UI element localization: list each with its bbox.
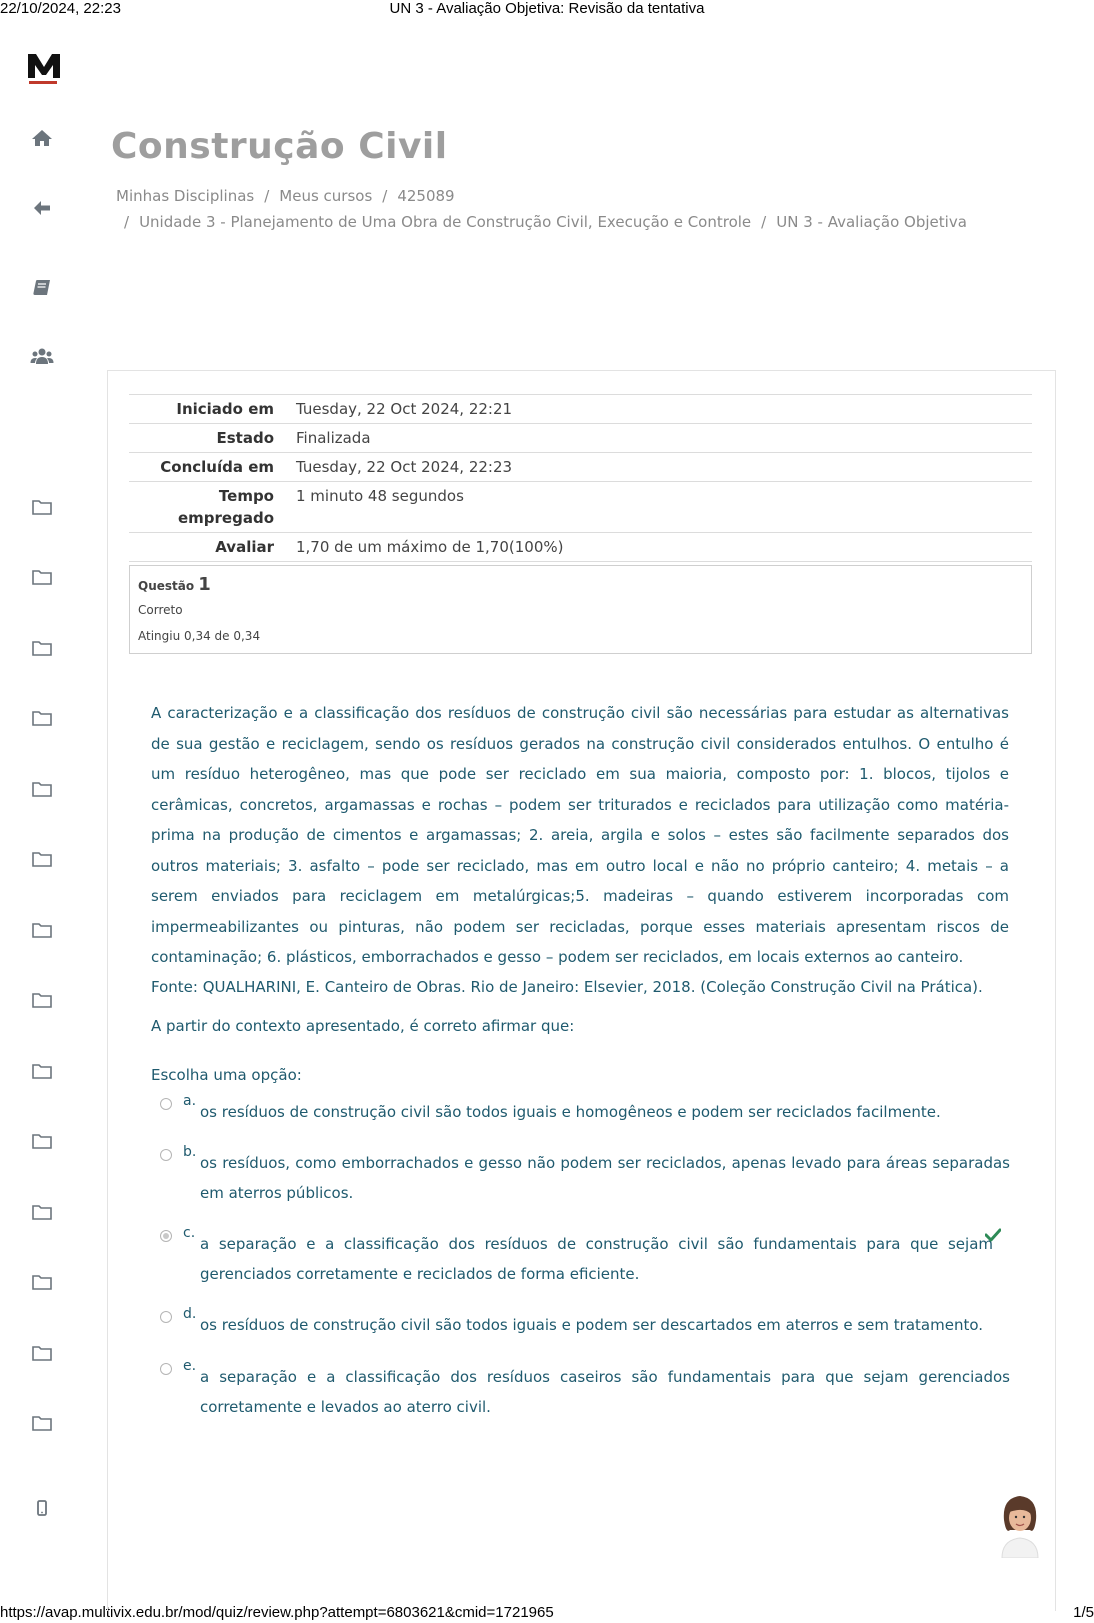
summary-row-completed: [129, 453, 1032, 482]
print-doc-title: UN 3 - Avaliação Objetiva: Revisão da tentativa: [389, 0, 705, 17]
question-prompt: A partir do contexto apresentado, é correto afirmar que:: [151, 1017, 575, 1035]
folder-icon[interactable]: [30, 1341, 54, 1365]
breadcrumb-separator: /: [264, 187, 270, 205]
folder-icon[interactable]: [30, 1129, 54, 1153]
question-label: Questão: [138, 579, 195, 593]
folder-icon[interactable]: [30, 636, 54, 660]
folder-icon[interactable]: [30, 1411, 54, 1435]
sidebar-nav: [0, 30, 85, 1604]
option-letter: c.: [183, 1225, 196, 1241]
radio-button[interactable]: [160, 1149, 172, 1161]
radio-button[interactable]: [160, 1098, 172, 1110]
book-icon[interactable]: [30, 276, 54, 300]
question-grade: Atingiu 0,34 de 0,34: [138, 629, 261, 643]
option-letter: a.: [183, 1093, 197, 1109]
summary-value: 1 minuto 48 segundos: [288, 482, 1032, 533]
question-source: Fonte: QUALHARINI, E. Canteiro de Obras. Rio de Janeiro: Elsevier, 2018. (Coleção Construção Civil na Prática).: [151, 978, 983, 996]
folder-icon[interactable]: [30, 565, 54, 589]
attempt-summary-table: [129, 394, 1032, 562]
assistant-avatar[interactable]: [996, 1490, 1044, 1558]
question-info-box: [129, 565, 1032, 654]
logo-m-icon: [26, 48, 62, 84]
summary-label: Concluída em: [129, 453, 288, 482]
choose-option-label: Escolha uma opção:: [151, 1066, 302, 1084]
option-text[interactable]: os resíduos de construção civil são todos iguais e podem ser descartados em aterros e sem tratamento.: [200, 1316, 984, 1334]
breadcrumb-separator: /: [382, 187, 388, 205]
breadcrumb-link-avaliacao[interactable]: UN 3 - Avaliação Objetiva: [776, 213, 967, 231]
radio-button[interactable]: [160, 1311, 172, 1323]
question-text: A caracterização e a classificação dos resíduos de construção civil são necessárias para estudar as alternativas de sua gestão e reciclagem, sendo os resíduos gerados na construção civil considerados entulhos. O entulho é um resíduo heterogêneo, mas que pode ser reciclado em sua maioria, composto por: 1. blocos, tijolos e cerâmicas, concretos, argamassas e rochas – podem ser triturados e reciclados para utilização como matéria-prima na produção de cimentos e argamassas; 2. areia, argila e solos – estes são facilmente separados dos outros materiais; 3. asfalto – pode ser reciclado, mas em outro local e não no próprio canteiro; 4. metais – a serem enviados para reciclagem em metalúrgicas;5. madeiras – quando estiverem incorporadas com impermeabilizantes ou pinturas, não podem ser recicladas, porque esses materiais apresentam riscos de contaminação; 6. plásticos, emborrachados e gesso – podem ser reciclados, em locais externos ao canteiro.: [151, 704, 1009, 966]
question-number: [138, 574, 211, 595]
print-header: [0, 0, 1094, 18]
summary-row-grade: [129, 533, 1032, 562]
breadcrumb-link-meus-cursos[interactable]: Meus cursos: [279, 187, 373, 205]
question-state: Correto: [138, 603, 183, 617]
home-icon[interactable]: [30, 126, 54, 150]
radio-button-selected[interactable]: [160, 1230, 172, 1242]
option-letter: e.: [183, 1358, 197, 1374]
option-text[interactable]: a separação e a classificação dos resíduos de construção civil são fundamentais para que sejam gerenciados corretamente e reciclados de forma eficiente.: [200, 1235, 993, 1283]
option-text[interactable]: a separação e a classificação dos resíduos caseiros são fundamentais para que sejam gerenciados corretamente e levados ao aterro civil.: [200, 1368, 1010, 1416]
page-title: Construção Civil: [111, 126, 448, 167]
logo-accent-bar: [29, 81, 57, 84]
folder-icon[interactable]: [30, 1200, 54, 1224]
option-letter: b.: [183, 1144, 197, 1160]
option-text[interactable]: os resíduos, como emborrachados e gesso não podem ser reciclados, apenas levado para áreas separadas em aterros públicos.: [200, 1154, 1010, 1202]
back-arrow-icon[interactable]: [30, 196, 54, 220]
folder-icon[interactable]: [30, 847, 54, 871]
option-letter: d.: [183, 1306, 197, 1322]
breadcrumb-separator: /: [124, 213, 130, 231]
summary-value: Tuesday, 22 Oct 2024, 22:21: [288, 395, 1032, 424]
mobile-icon[interactable]: [30, 1496, 54, 1520]
users-icon[interactable]: [30, 344, 54, 368]
summary-row-state: [129, 424, 1032, 453]
print-page-number: 1/5: [1073, 1604, 1094, 1621]
summary-label: Avaliar: [129, 533, 288, 562]
folder-icon[interactable]: [30, 495, 54, 519]
summary-row-time: [129, 482, 1032, 533]
radio-button[interactable]: [160, 1363, 172, 1375]
check-icon: [985, 1228, 1001, 1242]
folder-icon[interactable]: [30, 706, 54, 730]
multivix-logo[interactable]: [26, 48, 62, 84]
folder-icon[interactable]: [30, 1270, 54, 1294]
folder-icon[interactable]: [30, 918, 54, 942]
print-url: https://avap.multivix.edu.br/mod/quiz/review.php?attempt=6803621&cmid=1721965: [0, 1604, 554, 1621]
option-text[interactable]: os resíduos de construção civil são todos iguais e homogêneos e podem ser reciclados facilmente.: [200, 1103, 941, 1121]
breadcrumb-separator: /: [761, 213, 767, 231]
folder-icon[interactable]: [30, 777, 54, 801]
question-number-value: 1: [198, 574, 211, 595]
summary-label: Iniciado em: [129, 395, 288, 424]
breadcrumb-link-unidade[interactable]: Unidade 3 - Planejamento de Uma Obra de Construção Civil, Execução e Controle: [139, 213, 752, 231]
folder-icon[interactable]: [30, 1059, 54, 1083]
summary-value: Tuesday, 22 Oct 2024, 22:23: [288, 453, 1032, 482]
breadcrumb-link-minhas-disciplinas[interactable]: Minhas Disciplinas: [116, 187, 255, 205]
summary-row-started: [129, 395, 1032, 424]
breadcrumb: [116, 187, 455, 205]
summary-value: Finalizada: [288, 424, 1032, 453]
summary-value: 1,70 de um máximo de 1,70(100%): [288, 533, 1032, 562]
summary-label: Estado: [129, 424, 288, 453]
folder-icon[interactable]: [30, 988, 54, 1012]
print-datetime: 22/10/2024, 22:23: [0, 0, 121, 17]
breadcrumb-link-course-id[interactable]: 425089: [397, 187, 455, 205]
summary-label: Tempo empregado: [129, 482, 288, 533]
breadcrumb-line-2: [124, 213, 967, 231]
